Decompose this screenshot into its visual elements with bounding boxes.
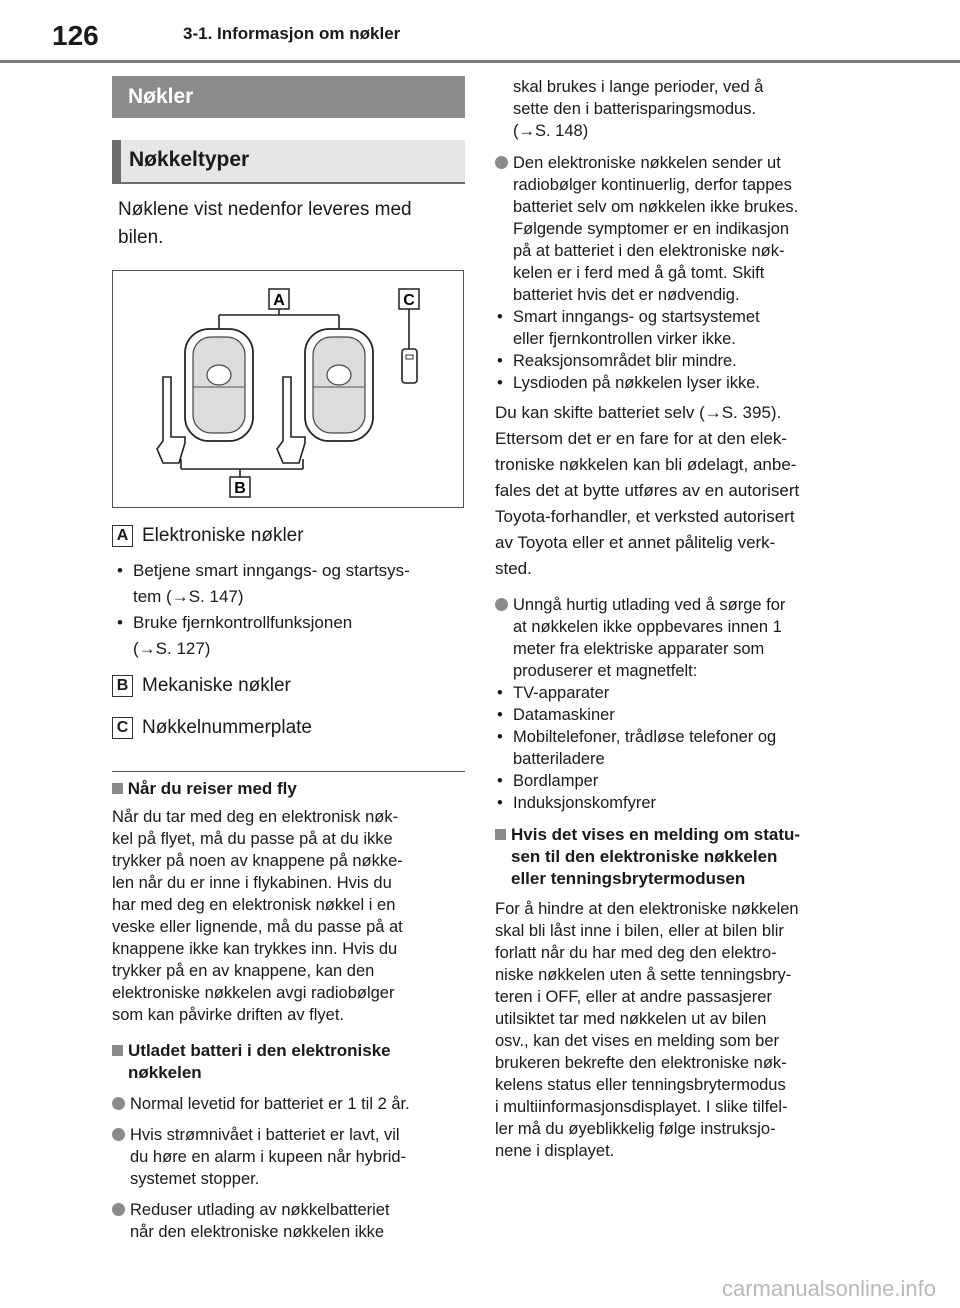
right-column <box>495 76 865 1162</box>
battery-point-4: Den elektroniske nøkkelen sender ut radiobølger kontinuerlig, derfor tappes batteriet selv om nøkkelen ikke brukes. Følgende symptomer er en indikasjon på at batteriet i den elektroniske nøk- kelen er i ferd med å gå tomt. Skift batteriet hvis det er nødvendig. <box>495 152 865 306</box>
item-c-text: Nøkkelnummerplate <box>142 717 312 738</box>
key-number-plate-icon <box>402 349 417 383</box>
fly-section <box>112 778 467 1026</box>
intro-line: Nøklene vist nedenfor leveres med <box>118 199 412 220</box>
key-types-illustration <box>112 270 464 508</box>
list-item: • Smart inngangs- og startsystemet eller fjernkontrollen virker ikke. <box>495 306 865 350</box>
figure-label-b <box>230 477 250 497</box>
battery-point-5: Unngå hurtig utlading ved å sørge for at nøkkelen ikke oppbevares innen 1 meter fra elektriske apparater som produserer et magnetfelt: <box>495 594 865 682</box>
watermark: carmanualsonline.info <box>721 1276 936 1301</box>
status-text: For å hindre at den elektroniske nøkkelen skal bli låst inne i bilen, eller at bilen blir forlatt når du har med deg den elektro- niske nøkkelen uten å sette tenningsbry- teren i OFF, eller at andre passasjerer utilsiktet tar med nøkkelen ut av bilen osv., kan det vises en melding som ber brukeren bekrefte den elektroniske nøk- kelens status eller tenningsbrytermodus i multiinformasjonsdisplayet. I slike tilfel- ler må du øyeblikkelig følge instruksjo- nene i displayet. <box>495 900 799 1160</box>
item-c-label: C <box>112 717 133 739</box>
page-title: Nøkler <box>112 76 465 118</box>
battery-section <box>112 1040 467 1243</box>
list-item: • Bruke fjernkontrollfunksjonen (→S. 127) <box>115 610 465 662</box>
figure-label-c <box>399 289 419 309</box>
battery-point-3-continued: skal brukes i lange perioder, ved å sette den i batterisparingsmodus. (→S. 148) <box>513 78 764 140</box>
figure-label-a <box>269 289 289 309</box>
item-a-label: A <box>112 525 133 547</box>
round-bullet-icon <box>495 598 508 611</box>
item-a-text: Elektroniske nøkler <box>142 525 304 546</box>
fly-text: Når du tar med deg en elektronisk nøk- kel på flyet, må du passe på at du ikke trykker på noen av knappene på nøkke- len når du er inne i flykabinen. Hvis du har med deg en elektronisk nøkkel i en veske eller lignende, må du passe på at knappene ikke kan trykkes inn. Hvis du trykker på en av knappene, kan den elektroniske nøkkelen avgi radiobølger som kan påvirke driften av flyet. <box>112 808 403 1024</box>
item-c <box>112 717 462 741</box>
list-item: • Mobiltelefoner, trådløse telefoner og batteriladere <box>495 726 865 770</box>
list-item: • TV-apparater <box>495 682 865 704</box>
square-bullet-icon <box>112 783 123 794</box>
battery-change-text: Du kan skifte batteriet selv (→S. 395). Ettersom det er en fare for at den elek- troniske nøkkelen kan bli ødelagt, anbe- fales det at bytte utføres av en autorisert Toyota-forhandler, et verksted autorisert av Toyota eller et annet pålitelig verk- sted. <box>495 403 800 578</box>
item-b <box>112 675 462 699</box>
item-b-label: B <box>112 675 133 697</box>
status-heading: Hvis det vises en melding om statu- sen til den elektroniske nøkkelen eller tenningsbrytermodusen <box>495 824 865 890</box>
battery-heading: Utladet batteri i den elektroniske nøkkelen <box>112 1040 467 1084</box>
header-rule <box>0 60 960 63</box>
figure-label-a-text: A <box>273 292 285 309</box>
list-item: • Betjene smart inngangs- og startsys- tem (→S. 147) <box>115 558 465 610</box>
round-bullet-icon <box>112 1128 125 1141</box>
intro-line: bilen. <box>118 227 164 248</box>
section-heading: 3-1. Informasjon om nøkler <box>183 24 401 43</box>
list-item: • Datamaskiner <box>495 704 865 726</box>
fly-heading: Når du reiser med fly <box>112 778 467 800</box>
battery-point-2: Hvis strømnivået i batteriet er lavt, vil du høre en alarm i kupeen når hybrid- systemet stopper. <box>112 1124 467 1190</box>
item-a <box>112 525 462 549</box>
keys-drawing <box>113 271 463 507</box>
battery-point-1: Normal levetid for batteriet er 1 til 2 år. <box>112 1093 467 1115</box>
round-bullet-icon <box>112 1097 125 1110</box>
list-item: • Bordlamper <box>495 770 865 792</box>
list-item: • Lysdioden på nøkkelen lyser ikke. <box>495 372 865 394</box>
battery-point-3: Reduser utlading av nøkkelbatteriet når den elektroniske nøkkelen ikke <box>112 1199 467 1243</box>
square-bullet-icon <box>495 829 506 840</box>
round-bullet-icon <box>495 156 508 169</box>
smart-key-left-icon <box>157 329 253 463</box>
item-a-bullets <box>115 558 465 662</box>
list-item: • Reaksjonsområdet blir mindre. <box>495 350 865 372</box>
smart-key-right-icon <box>277 329 373 463</box>
list-item: • Induksjonskomfyrer <box>495 792 865 814</box>
item-b-text: Mekaniske nøkler <box>142 675 291 696</box>
square-bullet-icon <box>112 1045 123 1056</box>
figure-label-b-text: B <box>234 480 246 497</box>
symptom-list <box>495 306 865 394</box>
round-bullet-icon <box>112 1203 125 1216</box>
device-list <box>495 682 865 814</box>
divider <box>112 771 465 772</box>
figure-label-c-text: C <box>403 292 415 309</box>
intro-text <box>118 196 463 252</box>
section-subtitle: Nøkkeltyper <box>112 140 465 184</box>
page-number: 126 <box>52 20 99 51</box>
